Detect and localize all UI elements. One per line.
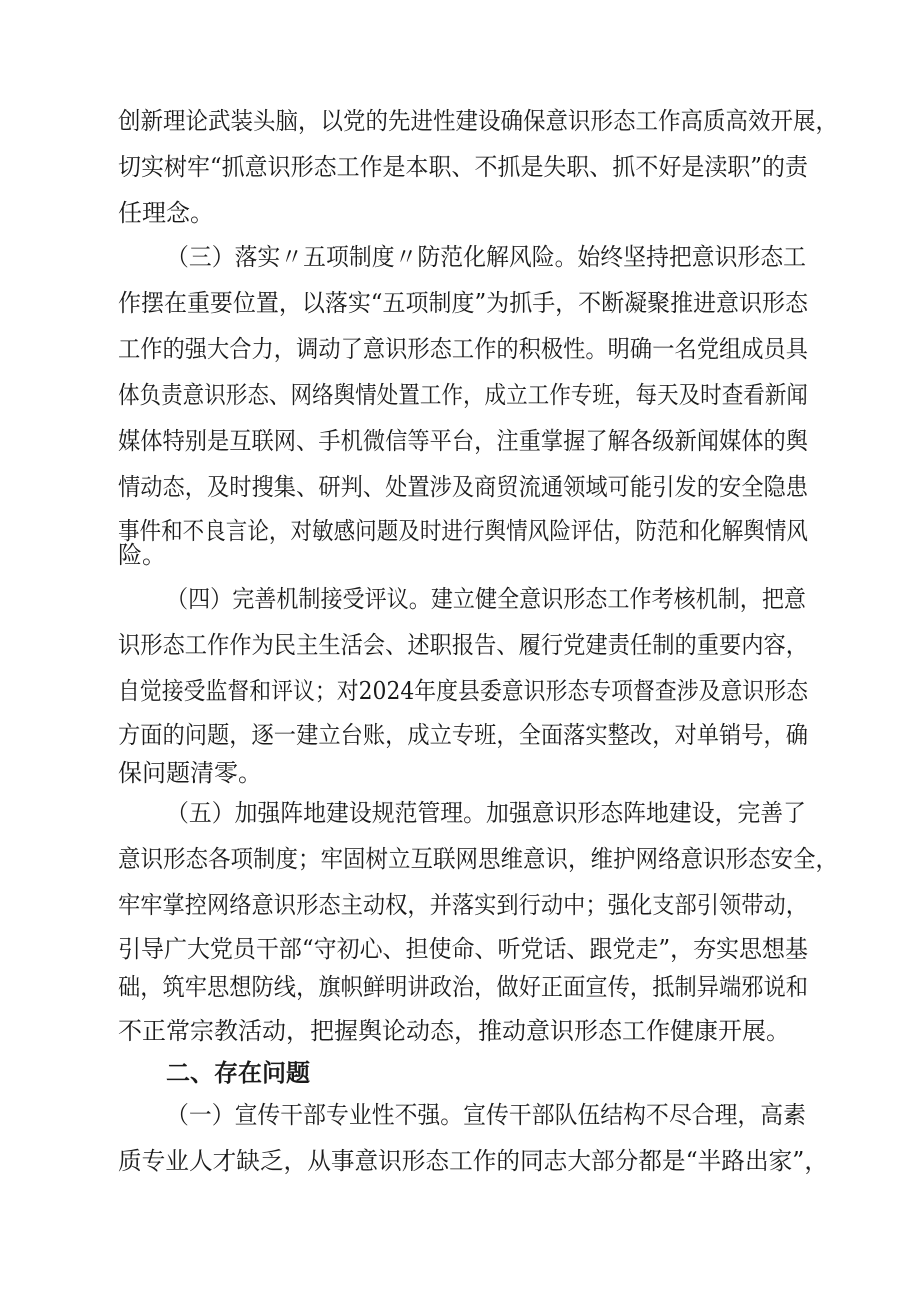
text-line-content: （五）加强阵地建设规范管理。加强意识形态阵地建设，完善了: [166, 799, 806, 827]
text-line: [0, 240, 920, 274]
text-line-content: 体负责意识形态、网络舆情处置工作，成立工作专班，每天及时查看新闻: [118, 381, 808, 409]
section-heading-text: 二、存在问题: [166, 1058, 310, 1087]
text-line-content: 质专业人才缺乏，从事意识形态工作的同志大部分都是“半路出家”，: [118, 1147, 828, 1175]
text-line: [0, 150, 920, 184]
text-line-content: 媒体特别是互联网、手机微信等平台，注重掌握了解各级新闻媒体的舆: [118, 427, 808, 455]
text-line-content: 保问题清零。: [118, 759, 262, 787]
text-line: [0, 1098, 920, 1132]
text-line: [0, 582, 920, 616]
text-line-content: 识形态工作作为民主生活会、述职报告、履行党建责任制的重要内容，: [118, 631, 808, 659]
section-heading: [0, 1056, 920, 1090]
text-line-content: 不正常宗教活动，把握舆论动态，推动意识形态工作健康开展。: [118, 1017, 790, 1045]
text-line: [0, 718, 920, 752]
text-line-content: （一）宣传干部专业性不强。宣传干部队伍结构不尽合理，高素: [166, 1101, 806, 1129]
text-line: [0, 1014, 920, 1048]
text-line: [0, 196, 920, 230]
text-line-content: 自觉接受监督和评议；对2024年度县委意识形态专项督查涉及意识形态: [118, 677, 808, 705]
text-line: [0, 674, 920, 708]
text-line-content: 础，筑牢思想防线，旗帜鲜明讲政治，做好正面宣传，抵制异端邪说和: [118, 973, 808, 1001]
text-line-content: 创新理论武装头脑，以党的先进性建设确保意识形态工作高质高效开展，: [118, 107, 838, 135]
text-line-content: 作摆在重要位置，以落实“五项制度”为抓手，不断凝聚推进意识形态: [118, 289, 808, 317]
text-line: [0, 842, 920, 876]
text-line: [0, 932, 920, 966]
text-line: [0, 332, 920, 366]
text-line: [0, 286, 920, 320]
text-line-content: 意识形态各项制度；牢固树立互联网思维意识，维护网络意识形态安全，: [118, 845, 838, 873]
text-line-content: 牢牢掌控网络意识形态主动权，并落实到行动中；强化支部引领带动，: [118, 891, 808, 919]
text-line-content: 事件和不良言论，对敏感问题及时进行舆情风险评估，防范和化解舆情风: [118, 517, 808, 545]
text-line-content: 方面的问题，逐一建立台账，成立专班，全面落实整改，对单销号，确: [118, 721, 808, 749]
text-line-content: 切实树牢“抓意识形态工作是本职、不抓是失职、抓不好是渎职”的责: [118, 153, 808, 181]
text-line: [0, 538, 920, 572]
text-line-content: 工作的强大合力，调动了意识形态工作的积极性。明确一名党组成员具: [118, 335, 808, 363]
text-line: [0, 888, 920, 922]
text-line: [0, 628, 920, 662]
text-line: [0, 378, 920, 412]
text-line-content: （三）落实〃五项制度〃防范化解风险。始终坚持把意识形态工: [166, 243, 806, 271]
text-line-content: 险。: [118, 541, 166, 569]
text-line: [0, 756, 920, 790]
text-line-content: 情动态，及时搜集、研判、处置涉及商贸流通领域可能引发的安全隐患: [118, 473, 808, 501]
text-line-content: 引导广大党员干部“守初心、担使命、听党话、跟党走”，夯实思想基: [118, 935, 808, 963]
text-line: [0, 470, 920, 504]
text-line: [0, 970, 920, 1004]
text-line: [0, 796, 920, 830]
text-line-content: 任理念。: [118, 199, 214, 227]
text-line: [0, 424, 920, 458]
text-line: [0, 104, 920, 138]
text-line: [0, 1144, 920, 1178]
text-line-content: （四）完善机制接受评议。建立健全意识形态工作考核机制，把意: [166, 585, 806, 613]
